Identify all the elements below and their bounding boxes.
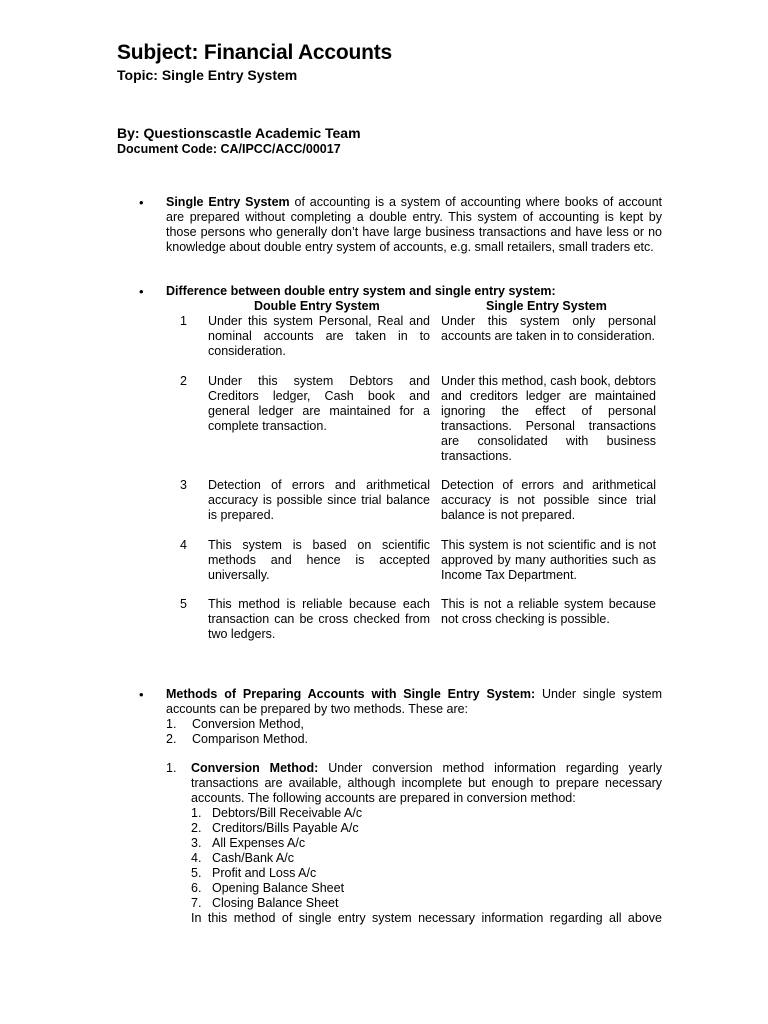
row-number: 5	[180, 597, 187, 611]
conversion-paragraph	[191, 761, 662, 806]
account-item-label: All Expenses A/c	[212, 836, 306, 850]
conversion-number: 1.	[166, 761, 177, 775]
account-item-label: Debtors/Bill Receivable A/c	[212, 806, 363, 820]
row-number: 3	[180, 478, 187, 492]
row-double-cell: This system is based on scientific methods and hence is accepted universally.	[208, 538, 430, 582]
row-single-cell: Detection of errors and arithmetical accuracy is not possible since trial balance is not prepared.	[441, 478, 656, 522]
method-item-label: Conversion Method,	[192, 717, 304, 731]
intro-term: Single Entry System	[166, 195, 290, 209]
row-number: 2	[180, 374, 187, 388]
methods-text: Under single system accounts can be prepared by two methods. These are:	[166, 687, 662, 716]
column-header-single: Single Entry System	[486, 299, 607, 313]
row-double-cell: This method is reliable because each transaction can be cross checked from two ledgers.	[208, 597, 430, 641]
row-number: 1	[180, 314, 187, 328]
row-single-cell: This is not a reliable system because not cross checking is possible.	[441, 597, 656, 626]
document-topic: Topic: Single Entry System	[117, 67, 298, 83]
account-item-number: 1.	[191, 806, 202, 820]
column-header-double: Double Entry System	[254, 299, 380, 313]
row-single-cell: Under this system only personal accounts are taken in to consideration.	[441, 314, 656, 343]
row-double-cell: Under this system Debtors and Creditors ledger, Cash book and general ledger are maintained for a complete transaction.	[208, 374, 430, 433]
methods-paragraph	[166, 687, 662, 717]
row-number: 4	[180, 538, 187, 552]
bullet-icon: •	[139, 195, 144, 210]
account-item-number: 4.	[191, 851, 202, 865]
method-item-number: 1.	[166, 717, 177, 731]
difference-heading: Difference between double entry system and single entry system:	[166, 284, 556, 298]
row-double-cell: Under this system Personal, Real and nominal accounts are taken in to consideration.	[208, 314, 430, 358]
conversion-term: Conversion Method:	[191, 761, 319, 775]
account-item-number: 7.	[191, 896, 202, 910]
document-title: Subject: Financial Accounts	[117, 41, 393, 64]
row-double-cell: Detection of errors and arithmetical accuracy is possible since trial balance is prepared.	[208, 478, 430, 522]
conversion-text: Under conversion method information regarding yearly transactions are available, although incomplete but enough to prepare necessary accounts. The following accounts are prepared in conversion method:	[191, 761, 662, 805]
row-single-cell: This system is not scientific and is not approved by many authorities such as Income Tax Department.	[441, 538, 656, 582]
bullet-icon: •	[139, 284, 144, 299]
row-single-cell: Under this method, cash book, debtors and creditors ledger are maintained ignoring the effect of personal transactions. Personal transactions are consolidated with business transactions.	[441, 374, 656, 463]
account-item-number: 6.	[191, 881, 202, 895]
method-item-number: 2.	[166, 732, 177, 746]
bullet-icon: •	[139, 687, 144, 702]
account-item-label: Cash/Bank A/c	[212, 851, 294, 865]
methods-term: Methods of Preparing Accounts with Single Entry System:	[166, 687, 536, 701]
conversion-closing-text: In this method of single entry system necessary information regarding all above	[191, 911, 662, 925]
method-item-label: Comparison Method.	[192, 732, 309, 746]
account-item-label: Closing Balance Sheet	[212, 896, 339, 910]
account-item-number: 2.	[191, 821, 202, 835]
account-item-label: Creditors/Bills Payable A/c	[212, 821, 359, 835]
document-code: Document Code: CA/IPCC/ACC/00017	[117, 142, 341, 156]
account-item-label: Opening Balance Sheet	[212, 881, 345, 895]
author-line: By: Questionscastle Academic Team	[117, 125, 361, 141]
intro-text: of accounting is a system of accounting where books of account are prepared without completing a double entry. This system of accounting is kept by those persons who generally don’t have large business transactions and have less or no knowledge about double entry system of accounts, e.g. small retailers, small traders etc.	[166, 195, 662, 254]
intro-paragraph	[166, 195, 662, 255]
account-item-label: Profit and Loss A/c	[212, 866, 317, 880]
account-item-number: 5.	[191, 866, 202, 880]
account-item-number: 3.	[191, 836, 202, 850]
